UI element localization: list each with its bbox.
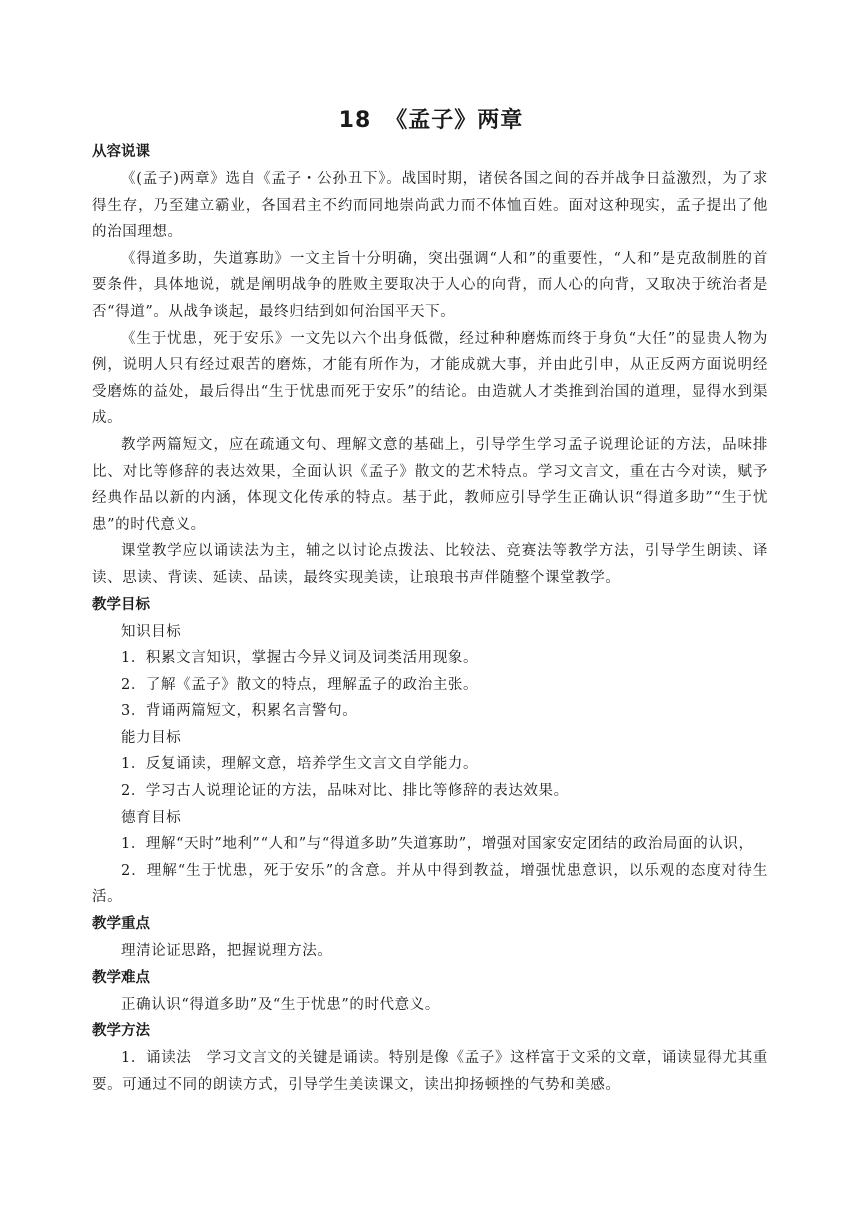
section-heading-intro: 从容说课: [92, 144, 150, 160]
section-heading-key-point: 教学重点: [92, 916, 150, 933]
goal-item: 2．学习古人说理论证的方法，品味对比、排比等修辞的表达效果。: [121, 783, 569, 800]
goal-item: 3．背诵两篇短文，积累名言警句。: [121, 703, 358, 720]
intro-paragraph: 课堂教学应以诵读法为主，辅之以讨论点拨法、比较法、竞赛法等教学方法，引导学生朗读、译读、思读、背读、延读、品读，最终实现美读，让琅琅书声伴随整个课堂教学。: [92, 543, 768, 586]
goal-item: 1．反复诵读，理解文意，培养学生文言文自学能力。: [121, 756, 479, 773]
difficulty-text: 正确认识“得道多助”及“生于忧患”的时代意义。: [121, 996, 440, 1013]
goal-item: 1．理解“天时”地利”“人和”与“得道多助”失道寡助”，增强对国家安定团结的政治局面的认识，: [121, 836, 754, 853]
section-heading-methods: 教学方法: [92, 1023, 150, 1040]
page-title: [94, 103, 768, 139]
goal-item: 1．积累文言知识，掌握古今异义词及词类活用现象。: [121, 650, 479, 667]
intro-paragraph: 《得道多助，失道寡助》一文主旨十分明确，突出强调“人和”的重要性，“人和”是克敌制胜的首要条件，具体地说，就是阐明战争的胜败主要取决于人心的向背，而人心的向背，又取决于统治者是否“得道”。从战争谈起，最终归结到如何治国平天下。: [92, 250, 768, 320]
goal-group-label-ability: 能力目标: [121, 729, 182, 746]
document-page: [92, 103, 768, 1098]
lesson-number: 18: [338, 108, 372, 133]
goal-item: 2．了解《孟子》散文的特点，理解孟子的政治主张。: [121, 676, 479, 693]
lesson-title: 《孟子》两章: [385, 108, 524, 133]
method-item: 1．诵读法 学习文言文的关键是诵读。特别是像《孟子》这样富于文采的文章，诵读显得尤其重要。可通过不同的朗读方式，引导学生美读课文，读出抑扬顿挫的气势和美感。: [92, 1050, 768, 1093]
section-heading-goals: 教学目标: [92, 596, 150, 613]
goal-item: 2．理解“生于忧患，死于安乐”的含意。并从中得到教益，增强忧患意识，以乐观的态度对待生活。: [92, 862, 768, 906]
key-point-text: 理清论证思路，把握说理方法。: [121, 943, 333, 960]
intro-paragraph: 教学两篇短文，应在疏通文句、理解文意的基础上，引导学生学习孟子说理论证的方法，品味排比、对比等修辞的表达效果，全面认识《孟子》散文的艺术特点。学习文言文，重在古今对读，赋予经典作品以新的内涵，体现文化传承的特点。基于此，教师应引导学生正确认识“得道多助”“生于忧患”的时代意义。: [92, 436, 768, 533]
section-heading-difficulty: 教学难点: [92, 969, 150, 986]
goal-group-label-knowledge: 知识目标: [121, 623, 182, 640]
intro-paragraph: 《生于忧患，死于安乐》一文先以六个出身低微，经过种种磨炼而终于身负“大任”的显贵人物为例，说明人只有经过艰苦的磨炼，才能有所作为，才能成就大事，并由此引申，从正反两方面说明经受磨炼的益处，最后得出“生于忧患而死于安乐”的结论。由造就人才类推到治国的道理，显得水到渠成。: [92, 330, 768, 427]
intro-paragraph: 《(孟子)两章》选自《孟子・公孙丑下》。战国时期，诸侯各国之间的吞并战争日益激烈，为了求得生存，乃至建立霸业，各国君主不约而同地崇尚武力而不体恤百姓。面对这种现实，孟子提出了他的治国理想。: [92, 171, 768, 241]
goal-group-label-moral: 德育目标: [121, 809, 182, 826]
